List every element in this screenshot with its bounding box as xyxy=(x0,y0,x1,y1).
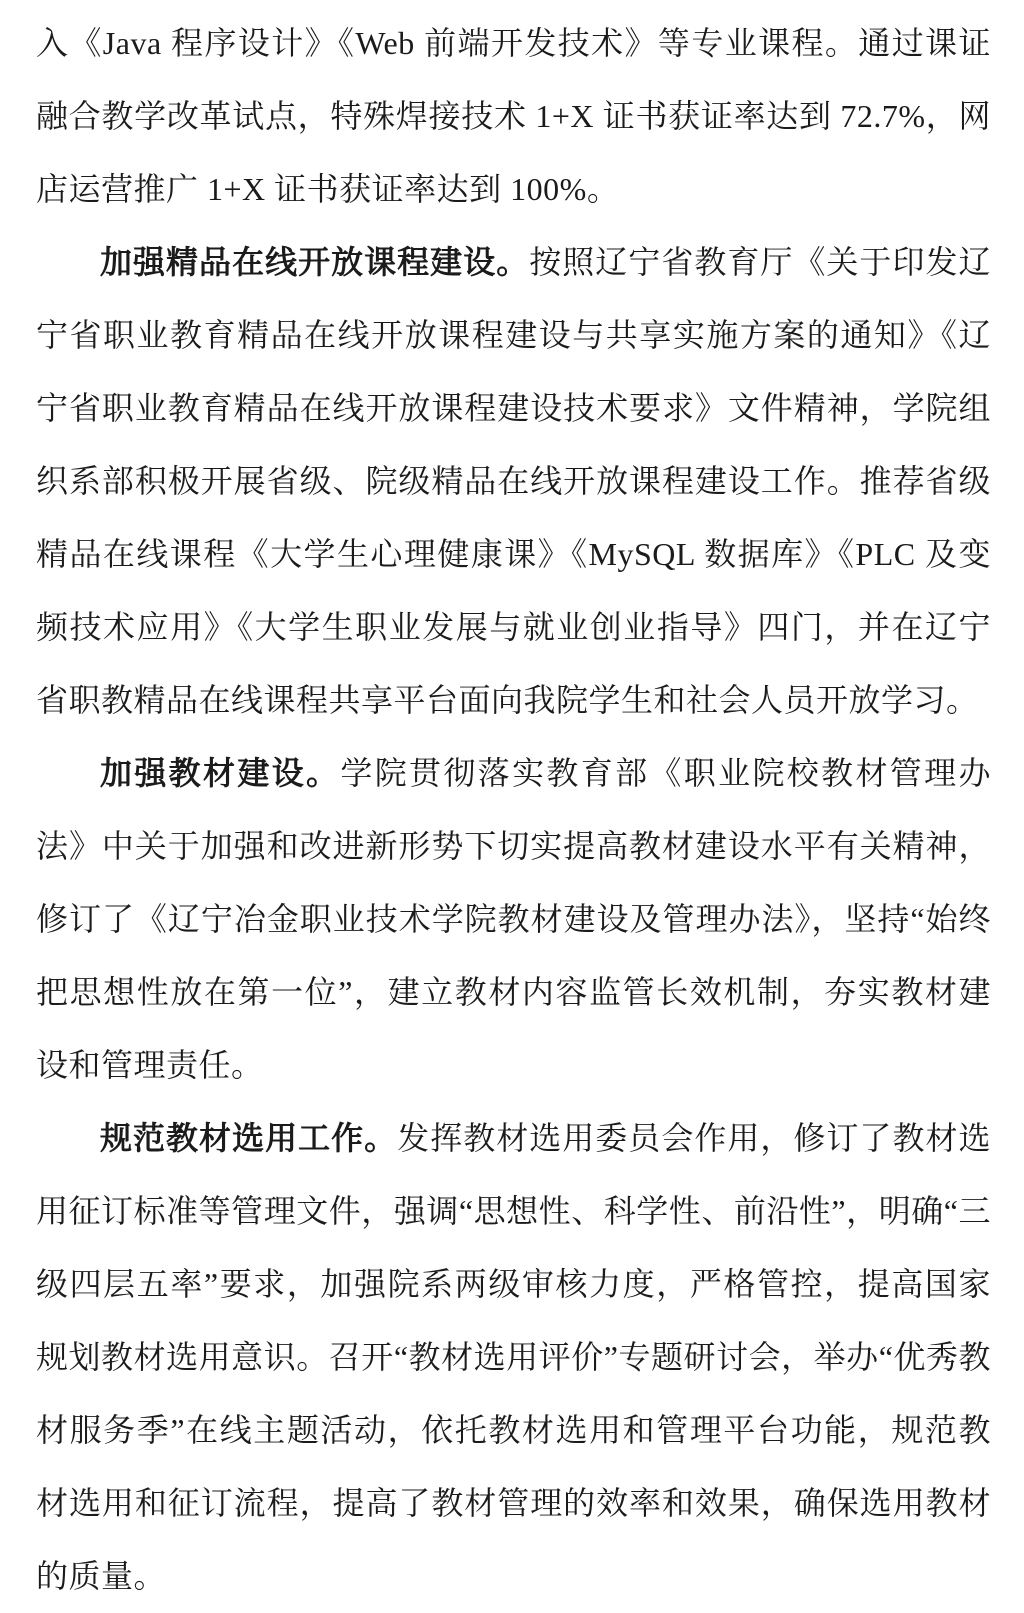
paragraph-textbook-selection xyxy=(36,1102,991,1613)
paragraph-online-courses xyxy=(36,226,991,737)
paragraph-lead: 加强教材建设。 xyxy=(100,755,341,791)
paragraph-text: 按照辽宁省教育厅《关于印发辽宁省职业教育精品在线开放课程建设与共享实施方案的通知》《辽宁省职业教育精品在线开放课程建设技术要求》文件精神，学院组织系部积极开展省级、院级精品在线开放课程建设工作。推荐省级精品在线课程《大学生心理健康课》《MySQL 数据库》《PLC 及变频技术应用》《大学生职业发展与就业创业指导》四门，并在辽宁省职教精品在线课程共享平台面向我院学生和社会人员开放学习。 xyxy=(36,244,991,718)
paragraph-lead: 加强精品在线开放课程建设。 xyxy=(100,244,530,280)
paragraph-text: 发挥教材选用委员会作用，修订了教材选用征订标准等管理文件，强调“思想性、科学性、前沿性”，明确“三级四层五率”要求，加强院系两级审核力度，严格管控，提高国家规划教材选用意识。召开“教材选用评价”专题研讨会，举办“优秀教材服务季”在线主题活动，依托教材选用和管理平台功能，规范教材选用和征订流程，提高了教材管理的效率和效果，确保选用教材的质量。 xyxy=(36,1120,991,1594)
paragraph-textbook-construction xyxy=(36,737,991,1102)
paragraph-continuation xyxy=(36,7,991,226)
paragraph-lead: 规范教材选用工作。 xyxy=(100,1120,398,1156)
paragraph-text: 学院贯彻落实教育部《职业院校教材管理办法》中关于加强和改进新形势下切实提高教材建设水平有关精神，修订了《辽宁冶金职业技术学院教材建设及管理办法》，坚持“始终把思想性放在第一位”，建立教材内容监管长效机制，夯实教材建设和管理责任。 xyxy=(36,755,991,1083)
paragraph-text: 入《Java 程序设计》《Web 前端开发技术》等专业课程。通过课证融合教学改革试点，特殊焊接技术 1+X 证书获证率达到 72.7%，网店运营推广 1+X 证书获证率达到 100%。 xyxy=(36,25,991,207)
